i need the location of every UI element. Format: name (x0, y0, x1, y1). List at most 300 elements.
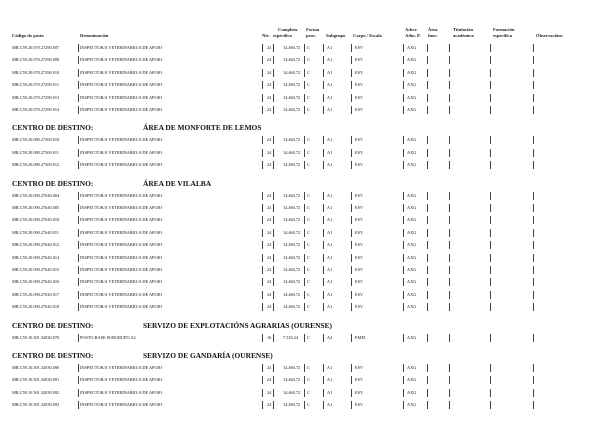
column-divider (304, 216, 305, 224)
section-heading (0, 351, 615, 361)
column-divider (427, 94, 428, 102)
cell-forma: C (307, 279, 310, 285)
cell-forma: C (307, 137, 310, 143)
table-row (0, 80, 615, 90)
cell-level: 24 (267, 304, 272, 310)
column-divider (323, 303, 324, 311)
column-divider (403, 376, 404, 384)
column-divider (490, 389, 491, 397)
table-row (0, 333, 615, 343)
column-divider (403, 161, 404, 169)
column-divider (533, 69, 534, 77)
column-divider (273, 69, 274, 77)
column-divider (449, 303, 450, 311)
cell-denom: INSPECTOR/A VETERINARIO/A DE APOIO (80, 192, 163, 198)
cell-code: MR.C59.20.070.27290.007 (12, 45, 60, 50)
cell-denom: INSPECTOR/A VETERINARIO/A DE APOIO (80, 82, 163, 88)
cell-forma: C (307, 82, 310, 88)
column-divider (351, 44, 352, 52)
table-row (0, 105, 615, 115)
cell-corps: ESV (355, 69, 364, 75)
cell-code: MR.C59.10.501.32030.091 (12, 377, 60, 383)
cell-code: MR.C59.20.070.27290.010 (12, 69, 60, 75)
column-divider (323, 161, 324, 169)
cell-corps: ESV (355, 94, 364, 100)
column-divider (262, 241, 263, 249)
cell-forma: C (307, 149, 310, 155)
column-divider (78, 149, 79, 157)
column-divider (78, 192, 79, 200)
cell-code: MR.C59.20.070.27290.008 (12, 57, 60, 63)
column-divider (403, 401, 404, 409)
header-forma-line2: prov. (306, 33, 316, 38)
section-name: SERVIZO DE GANDARÍA (OURENSE) (143, 351, 273, 360)
header-area-line2: func. (428, 33, 438, 38)
column-divider (323, 192, 324, 200)
column-divider (403, 56, 404, 64)
column-divider (262, 291, 263, 299)
column-divider (533, 241, 534, 249)
column-divider (323, 364, 324, 372)
section-label: CENTRO DE DESTINO: (12, 351, 94, 360)
column-divider (533, 254, 534, 262)
cell-complement: 14.460,72 (283, 291, 301, 297)
column-divider (533, 376, 534, 384)
cell-complement: 14.460,72 (283, 389, 301, 395)
cell-code: MR.C59.20.070.27290.011 (12, 82, 59, 88)
cell-level: 24 (267, 291, 272, 297)
column-divider (323, 56, 324, 64)
cell-level: 24 (267, 82, 272, 88)
cell-forma: C (307, 304, 310, 310)
cell-corps: ESV (355, 377, 364, 383)
column-divider (427, 241, 428, 249)
column-divider (78, 44, 79, 52)
column-divider (449, 69, 450, 77)
column-divider (273, 389, 274, 397)
column-divider (403, 106, 404, 114)
cell-subgroup: A1 (327, 267, 333, 272)
cell-level: 24 (267, 137, 272, 143)
column-divider (427, 81, 428, 89)
column-divider (78, 334, 79, 342)
column-divider (78, 241, 79, 249)
column-divider (323, 254, 324, 262)
cell-adscr: AXG (407, 137, 417, 143)
cell-complement: 14.460,72 (283, 45, 301, 50)
cell-corps: ESV (355, 402, 364, 408)
table-row (0, 215, 615, 225)
cell-adscr: AXG (407, 94, 417, 100)
header-adscricion-line2: Adm. P. (405, 33, 421, 38)
header-formacion-line2: específica (493, 33, 512, 38)
column-divider (351, 291, 352, 299)
cell-complement: 14.460,72 (283, 377, 301, 383)
column-divider (304, 241, 305, 249)
column-divider (351, 266, 352, 274)
column-divider (262, 389, 263, 397)
column-divider (449, 364, 450, 372)
cell-corps: ESV (355, 205, 364, 210)
cell-denom: INSPECTOR/A VETERINARIO/A DE APOIO (80, 94, 163, 100)
column-divider (323, 241, 324, 249)
column-divider (403, 241, 404, 249)
column-divider (304, 81, 305, 89)
cell-code: MR.C59.20.070.27290.013 (12, 94, 60, 100)
cell-level: 24 (267, 57, 272, 63)
column-divider (351, 364, 352, 372)
cell-adscr: AXG (407, 242, 417, 248)
cell-corps: ESV (355, 229, 364, 235)
cell-corps: ESV (355, 45, 364, 50)
section-name: ÁREA DE VILALBA (143, 178, 212, 188)
column-divider (262, 56, 263, 64)
column-divider (323, 69, 324, 77)
column-divider (78, 69, 79, 77)
cell-complement: 14.460,72 (283, 57, 301, 63)
table-row (0, 277, 615, 287)
column-divider (262, 376, 263, 384)
column-divider (403, 291, 404, 299)
cell-code: MR.C59.20.090.27640.014 (12, 254, 60, 260)
column-divider (351, 94, 352, 102)
column-divider (304, 229, 305, 237)
column-divider (323, 81, 324, 89)
column-divider (351, 229, 352, 237)
column-divider (262, 334, 263, 342)
cell-adscr: AXG (407, 267, 417, 272)
column-divider (427, 229, 428, 237)
table-row (0, 43, 615, 53)
cell-denom: INSPECTOR/A VETERINARIO/A DE APOIO (80, 389, 163, 395)
cell-adscr: AXG (407, 107, 417, 112)
cell-complement: 14.460,72 (283, 279, 301, 285)
column-divider (490, 161, 491, 169)
cell-complement: 14.460,72 (283, 267, 301, 272)
column-divider (533, 334, 534, 342)
table-row (0, 148, 615, 158)
cell-subgroup: A1 (327, 242, 333, 248)
column-divider (262, 266, 263, 274)
cell-forma: C (307, 267, 310, 272)
cell-adscr: AXG (407, 45, 417, 50)
column-divider (78, 291, 79, 299)
cell-level: 24 (267, 279, 272, 285)
cell-subgroup: A1 (327, 82, 333, 88)
cell-corps: ESV (355, 304, 364, 310)
column-divider (490, 241, 491, 249)
cell-adscr: AXG (407, 254, 417, 260)
cell-denom: INSPECTOR/A VETERINARIO/A DE APOIO (80, 45, 163, 50)
cell-code: MR.C59.20.090.27640.011 (12, 229, 59, 235)
cell-subgroup: A1 (327, 149, 333, 155)
cell-corps: ESV (355, 57, 364, 63)
cell-code: MR.C59.10.301.32030.070 (12, 334, 60, 340)
column-divider (427, 136, 428, 144)
cell-subgroup: A1 (327, 402, 333, 408)
cell-code: MR.C59.20.090.27640.017 (12, 291, 60, 297)
column-divider (490, 81, 491, 89)
column-divider (273, 254, 274, 262)
cell-denom: INSPECTOR/A VETERINARIO/A DE APOIO (80, 402, 163, 408)
column-divider (262, 303, 263, 311)
cell-subgroup: A1 (327, 217, 333, 223)
cell-subgroup: A1 (327, 94, 333, 100)
cell-complement: 14.460,72 (283, 69, 301, 75)
cell-level: 24 (267, 107, 272, 112)
cell-code: MR.C59.20.090.27640.015 (12, 267, 60, 272)
cell-complement: 14.460,72 (283, 192, 301, 198)
header-complemento-line1: Complem. (278, 27, 299, 32)
column-divider (403, 204, 404, 212)
cell-complement: 7.518,24 (283, 334, 299, 340)
cell-code: MR.C59.10.501.32030.093 (12, 402, 60, 408)
cell-denom: INSPECTOR/A VETERINARIO/A DE APOIO (80, 149, 163, 155)
column-divider (78, 303, 79, 311)
cell-denom: INSPECTOR/A VETERINARIO/A DE APOIO (80, 69, 163, 75)
column-divider (490, 401, 491, 409)
cell-forma: C (307, 402, 310, 408)
column-divider (262, 81, 263, 89)
column-divider (427, 216, 428, 224)
cell-subgroup: A1 (327, 162, 333, 168)
cell-denom: INSPECTOR/A VETERINARIO/A DE APOIO (80, 217, 163, 223)
column-divider (78, 136, 79, 144)
cell-level: 24 (267, 162, 272, 168)
header-corpo-escala: Corpo / Escala (353, 33, 382, 38)
column-divider (262, 192, 263, 200)
column-divider (78, 94, 79, 102)
column-divider (427, 106, 428, 114)
table-row (0, 363, 615, 373)
column-divider (533, 364, 534, 372)
cell-denom: INSPECTOR/A VETERINARIO/A DE APOIO (80, 242, 163, 248)
column-divider (403, 254, 404, 262)
section-name: SERVIZO DE EXPLOTACIÓNS AGRARIAS (OURENSE) (143, 320, 332, 330)
column-divider (427, 334, 428, 342)
column-divider (273, 334, 274, 342)
cell-denom: INSPECTOR/A VETERINARIO/A DE APOIO (80, 57, 163, 63)
cell-level: 24 (267, 389, 272, 395)
cell-corps: ESV (355, 267, 364, 272)
column-divider (351, 204, 352, 212)
column-divider (449, 94, 450, 102)
column-divider (273, 161, 274, 169)
cell-complement: 14.460,72 (283, 229, 301, 235)
cell-code: MR.C59.20.080.27300.011 (12, 149, 59, 155)
column-divider (449, 389, 450, 397)
cell-complement: 14.460,72 (283, 137, 301, 143)
column-divider (262, 161, 263, 169)
cell-denom: INSPECTOR/A VETERINARIO/A DE APOIO (80, 279, 163, 285)
column-divider (78, 216, 79, 224)
column-divider (490, 69, 491, 77)
column-divider (533, 389, 534, 397)
column-divider (427, 161, 428, 169)
column-divider (427, 44, 428, 52)
cell-corps: ESV (355, 162, 364, 168)
column-divider (78, 401, 79, 409)
column-divider (78, 161, 79, 169)
table-row (0, 388, 615, 398)
column-divider (304, 303, 305, 311)
cell-denom: INSPECTOR/A VETERINARIO/A DE APOIO (80, 254, 163, 260)
column-divider (273, 81, 274, 89)
cell-forma: C (307, 334, 310, 340)
cell-adscr: AXG (407, 279, 417, 285)
cell-forma: C (307, 242, 310, 248)
cell-subgroup: A1 (327, 205, 333, 210)
column-divider (427, 291, 428, 299)
column-divider (403, 81, 404, 89)
column-divider (78, 254, 79, 262)
column-divider (262, 254, 263, 262)
column-divider (449, 81, 450, 89)
cell-forma: C (307, 94, 310, 100)
table-row (0, 228, 615, 238)
table-row (0, 375, 615, 385)
column-divider (351, 303, 352, 311)
cell-forma: C (307, 377, 310, 383)
cell-corps: ESV (355, 107, 364, 112)
column-divider (273, 44, 274, 52)
cell-code: MR.C59.20.080.27300.010 (12, 137, 60, 143)
column-divider (449, 241, 450, 249)
cell-corps: ESV (355, 217, 364, 223)
column-divider (533, 266, 534, 274)
cell-level: 24 (267, 402, 272, 408)
column-divider (490, 136, 491, 144)
column-divider (78, 229, 79, 237)
cell-corps: ESV (355, 242, 364, 248)
cell-subgroup: A1 (327, 69, 333, 75)
column-divider (78, 278, 79, 286)
column-divider (449, 278, 450, 286)
cell-level: 24 (267, 365, 272, 370)
column-divider (427, 69, 428, 77)
table-row (0, 290, 615, 300)
cell-complement: 14.460,72 (283, 205, 301, 210)
column-divider (304, 44, 305, 52)
column-divider (273, 401, 274, 409)
column-divider (427, 376, 428, 384)
column-divider (304, 106, 305, 114)
cell-forma: C (307, 291, 310, 297)
header-codigo: Código do posto (12, 33, 44, 38)
cell-complement: 14.460,72 (283, 107, 301, 112)
cell-adscr: AXG (407, 389, 417, 395)
section-label: CENTRO DE DESTINO: (12, 123, 94, 133)
header-observacions: Observacións (536, 33, 563, 38)
table-row (0, 265, 615, 275)
column-divider (304, 136, 305, 144)
column-divider (262, 69, 263, 77)
column-divider (304, 364, 305, 372)
column-divider (273, 94, 274, 102)
header-denominacion: Denominación (80, 33, 109, 38)
cell-denom: INSPECTOR/A VETERINARIO/A DE APOIO (80, 107, 163, 112)
cell-denom: INSPECTOR/A VETERINARIO/A DE APOIO (80, 365, 163, 370)
cell-adscr: AXG (407, 192, 417, 198)
column-divider (262, 94, 263, 102)
cell-denom: INSPECTOR/A VETERINARIO/A DE APOIO (80, 304, 163, 310)
cell-level: 24 (267, 229, 272, 235)
cell-complement: 14.460,72 (283, 242, 301, 248)
column-divider (427, 364, 428, 372)
column-divider (304, 149, 305, 157)
cell-adscr: AXG (407, 365, 417, 370)
column-divider (304, 161, 305, 169)
column-divider (351, 401, 352, 409)
cell-denom: INSPECTOR/A VETERINARIO/A DE APOIO (80, 377, 163, 383)
column-divider (490, 364, 491, 372)
column-divider (427, 278, 428, 286)
section-label: CENTRO DE DESTINO: (12, 178, 94, 188)
cell-code: MR.C59.20.090.27640.004 (12, 192, 60, 198)
column-divider (490, 254, 491, 262)
cell-code: MR.C59.20.090.27640.018 (12, 304, 60, 310)
table-row (0, 135, 615, 145)
cell-subgroup: A1 (327, 107, 333, 112)
column-divider (490, 303, 491, 311)
cell-forma: C (307, 69, 310, 75)
cell-corps: ESV (355, 254, 364, 260)
column-divider (427, 401, 428, 409)
column-divider (351, 376, 352, 384)
column-divider (449, 401, 450, 409)
column-divider (78, 266, 79, 274)
cell-code: MR.C59.20.070.27290.014 (12, 107, 60, 112)
table-row (0, 203, 615, 213)
cell-subgroup: A1 (327, 279, 333, 285)
column-divider (273, 266, 274, 274)
column-divider (273, 291, 274, 299)
column-divider (78, 376, 79, 384)
cell-forma: C (307, 107, 310, 112)
column-divider (427, 389, 428, 397)
column-divider (403, 69, 404, 77)
cell-forma: C (307, 162, 310, 168)
column-divider (427, 149, 428, 157)
column-divider (351, 334, 352, 342)
column-divider (273, 229, 274, 237)
cell-adscr: AXG (407, 304, 417, 310)
column-divider (490, 278, 491, 286)
column-divider (304, 291, 305, 299)
cell-complement: 14.460,72 (283, 94, 301, 100)
column-divider (427, 56, 428, 64)
column-divider (533, 204, 534, 212)
column-divider (449, 229, 450, 237)
column-divider (427, 254, 428, 262)
cell-adscr: AXG (407, 402, 417, 408)
column-divider (304, 254, 305, 262)
cell-corps: ESV (355, 137, 364, 143)
cell-adscr: AXG (407, 162, 417, 168)
cell-subgroup: A1 (327, 291, 333, 297)
table-row (0, 55, 615, 65)
column-divider (351, 136, 352, 144)
header-adscricion-line1: Adscr. (405, 27, 418, 32)
column-divider (490, 56, 491, 64)
cell-corps: ESV (355, 279, 364, 285)
column-divider (304, 94, 305, 102)
column-divider (262, 216, 263, 224)
column-divider (533, 229, 534, 237)
column-divider (304, 278, 305, 286)
cell-corps: ESV (355, 82, 364, 88)
column-divider (449, 376, 450, 384)
